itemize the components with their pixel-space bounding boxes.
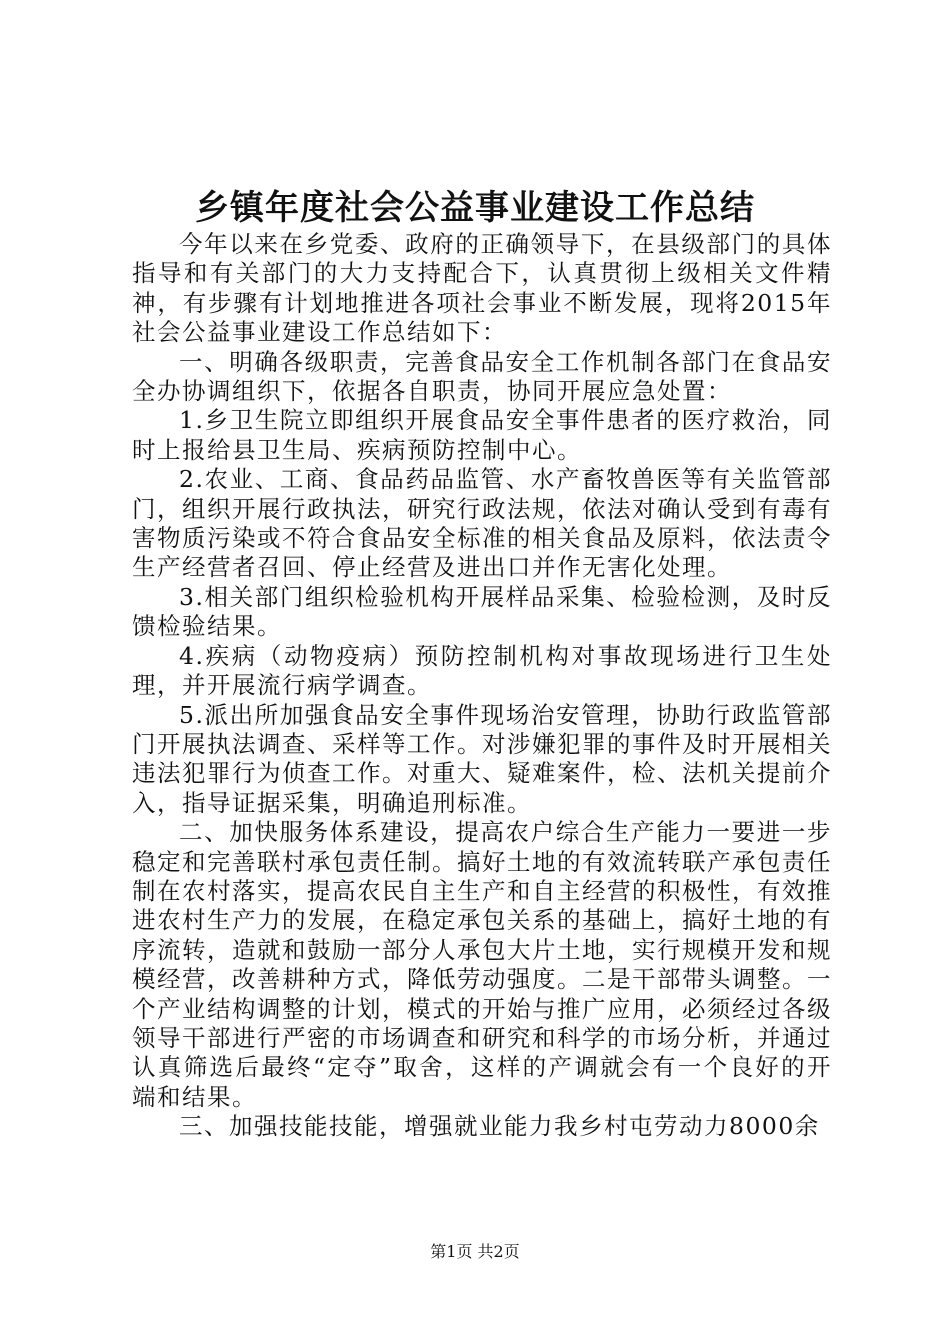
paragraph-item-5: 5.派出所加强食品安全事件现场治安管理，协助行政监管部门开展执法调查、采样等工作。对涉嫌犯罪的事件及时开展相关违法犯罪行为侦查工作。对重大、疑难案件，检、法机关提前介入，指导证据采集，明确追刑标准。 bbox=[132, 700, 832, 817]
paragraph-item-1: 1.乡卫生院立即组织开展食品安全事件患者的医疗救治，同时上报给县卫生局、疾病预防控制中心。 bbox=[132, 406, 832, 464]
paragraph-section-2: 二、加快服务体系建设，提高农户综合生产能力一要进一步稳定和完善联村承包责任制。搞好土地的有效流转联产承包责任制在农村落实，提高农民自主生产和自主经营的积极性，有效推进农村生产力的发展，在稳定承包关系的基础上，搞好土地的有序流转，造就和鼓励一部分人承包大片土地，实行规模开发和规模经营，改善耕种方式，降低劳动强度。二是干部带头调整。一个产业结构调整的计划，模式的开始与推广应用，必须经过各级领导干部进行严密的市场调查和研究和科学的市场分析，并通过认真筛选后最终“定夺”取舍，这样的产调就会有一个良好的开端和结果。 bbox=[132, 818, 832, 1111]
page-number-footer: 第1页 共2页 bbox=[430, 1242, 520, 1261]
paragraph-item-2: 2.农业、工商、食品药品监管、水产畜牧兽医等有关监管部门，组织开展行政执法，研究行政法规，依法对确认受到有毒有害物质污染或不符合食品安全标准的相关食品及原料，依法责令生产经营者召回、停止经营及进出口并作无害化处理。 bbox=[132, 465, 832, 582]
paragraph-section-3: 三、加强技能技能，增强就业能力我乡村屯劳动力8000余 bbox=[179, 1112, 820, 1141]
document-title: 乡镇年度社会公益事业建设工作总结 bbox=[195, 188, 755, 228]
paragraph-item-4: 4.疾病（动物疫病）预防控制机构对事故现场进行卫生处理，并开展流行病学调查。 bbox=[132, 641, 832, 700]
paragraph-section-1: 一、明确各级职责，完善食品安全工作机制各部门在食品安全办协调组织下，依据各自职责，协同开展应急处置： bbox=[132, 347, 832, 406]
paragraph-intro: 今年以来在乡党委、政府的正确领导下，在县级部门的具体指导和有关部门的大力支持配合下，认真贯彻上级相关文件精神，有步骤有计划地推进各项社会事业不断发展，现将2015年社会公益事业建设工作总结如下： bbox=[132, 230, 832, 347]
paragraph-item-3: 3.相关部门组织检验机构开展样品采集、检验检测，及时反馈检验结果。 bbox=[132, 582, 832, 641]
document-body bbox=[132, 230, 832, 1142]
